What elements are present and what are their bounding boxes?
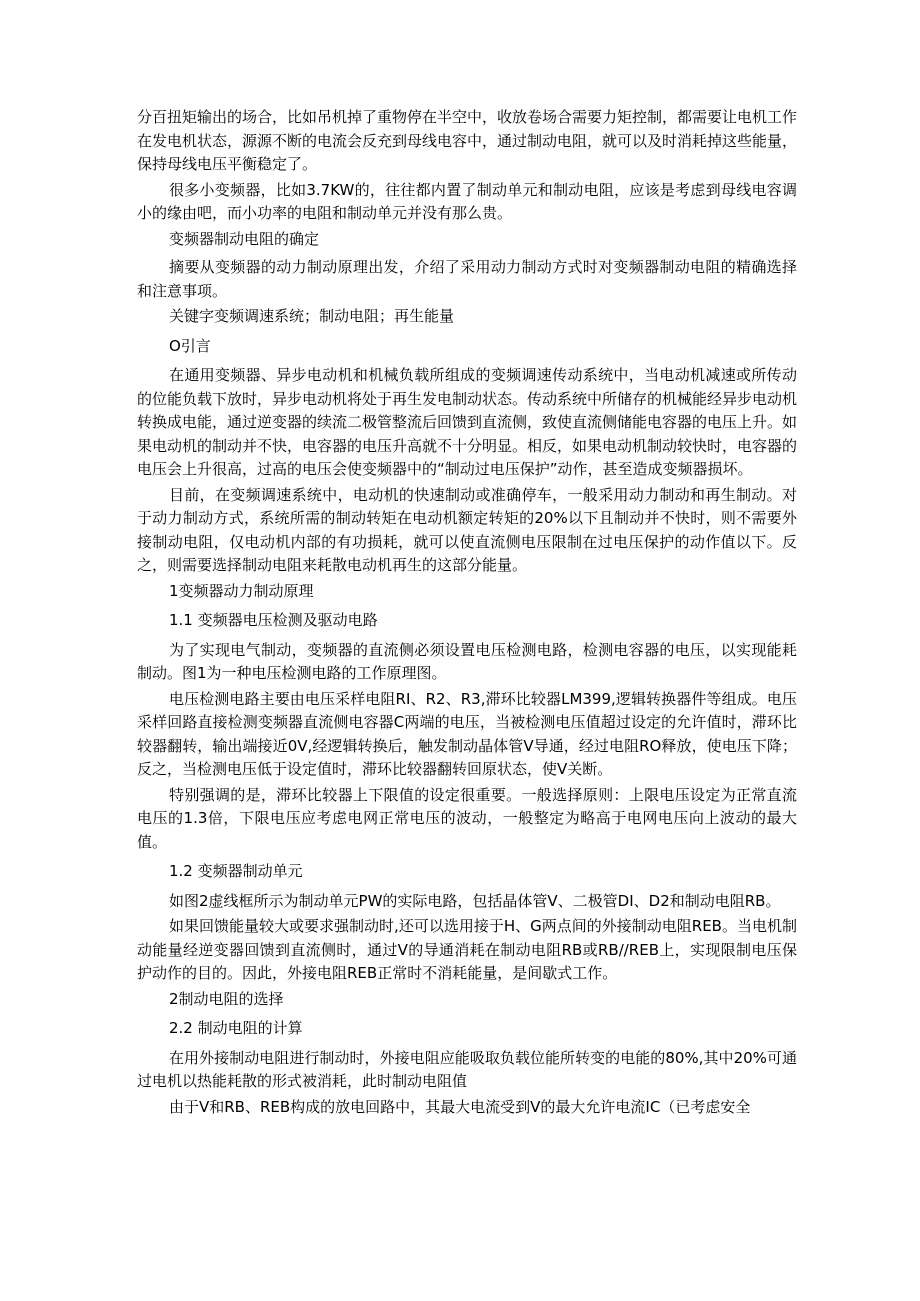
subsection-heading: 1.2 变频器制动单元 [169, 862, 303, 880]
paragraph: 为了实现电气制动，变频器的直流侧必须设置电压检测电路，检测电容器的电压，以实现能耗制动。图1为一种电压检测电路的工作原理图。 [137, 640, 797, 682]
keywords-line: 关键字变频调速系统；制动电阻；再生能量 [169, 307, 455, 325]
paragraph: 目前，在变频调速系统中，电动机的快速制动或准确停车，一般采用动力制动和再生制动。对于动力制动方式，系统所需的制动转矩在电动机额定转矩的20%以下且制动并不快时，则不需要外接制动电阻，仅电动机内部的有功损耗，就可以使直流侧电压限制在过电压保护的动作值以下。反之，则需要选择制动电阻来耗散电动机再生的这部分能量。 [137, 485, 797, 574]
paragraph: 在通用变频器、异步电动机和机械负载所组成的变频调速传动系统中，当电动机减速或所传动的位能负载下放时，异步电动机将处于再生发电制动状态。传动系统中所储存的机械能经异步电动机转换成电能，通过逆变器的续流二极管整流后回馈到直流侧，致使直流侧储能电容器的电压上升。如果电动机的制动并不快，电容器的电压升高就不十分明显。相反，如果电动机制动较快时，电容器的电压会上升很高，过高的电压会使变频器中的“制动过电压保护”动作，甚至造成变频器损坏。 [137, 366, 798, 478]
paragraph: 很多小变频器，比如3.7KW的，往往都内置了制动单元和制动电阻，应该是考虑到母线电容调小的缘由吧，而小功率的电阻和制动单元并没有那么贵。 [137, 180, 797, 222]
abstract-paragraph: 摘要从变频器的动力制动原理出发，介绍了采用动力制动方式时对变频器制动电阻的精确选择和注意事项。 [137, 258, 797, 300]
paragraph: 如图2虚线框所示为制动单元PW的实际电路，包括晶体管V、二极管DI、D2和制动电阻RB。 [169, 891, 781, 910]
paragraph: 在用外接制动电阻进行制动时，外接电阻应能吸取负载位能所转变的电能的80%,其中20%可通过电机以热能耗散的形式被消耗，此时制动电阻值 [137, 1048, 797, 1090]
section-heading: O引言 [169, 336, 211, 355]
paragraph: 特别强调的是，滞环比较器上下限值的设定很重要。一般选择原则：上限电压设定为正常直流电压的1.3倍，下限电压应考虑电网正常电压的波动，一般整定为略高于电网电压向上波动的最大值。 [137, 785, 797, 851]
section-heading: 2制动电阻的选择 [169, 989, 284, 1008]
document-body [137, 106, 797, 1121]
paragraph: 电压检测电路主要由电压采样电阻RI、R2、R3,滞环比较器LM399,逻辑转换器件等组成。电压采样回路直接检测变频器直流侧电容器C两端的电压，当被检测电压值超过设定的允许值时，滞环比较器翻转，输出端接近0V,经逻辑转换后，触发制动晶体管V导通，经过电阻RO释放，使电压下降；反之，当检测电压低于设定值时，滞环比较器翻转回原状态，使V关断。 [137, 689, 797, 778]
paragraph: 由于V和RB、REB构成的放电回路中，其最大电流受到V的最大允许电流IC（已考虑安全 [169, 1097, 751, 1116]
paragraph-continued: 分百扭矩输出的场合，比如吊机掉了重物停在半空中，收放卷场合需要力矩控制，都需要让电机工作在发电机状态，源源不断的电流会反充到母线电容中，通过制动电阻，就可以及时消耗掉这些能量，保持母线电压平衡稳定了。 [137, 108, 798, 173]
subsection-heading: 1.1 变频器电压检测及驱动电路 [169, 611, 378, 629]
subsection-heading: 2.2 制动电阻的计算 [169, 1019, 303, 1037]
paragraph: 如果回馈能量较大或要求强制动时,还可以选用接于H、G两点间的外接制动电阻REB。当电机制动能量经逆变器回馈到直流侧时，通过V的导通消耗在制动电阻RB或RB//REB上，实现限制电压保护动作的目的。因此，外接电阻REB正常时不消耗能量，是间歇式工作。 [137, 917, 797, 982]
section-heading: 变频器制动电阻的确定 [169, 229, 320, 248]
section-heading: 1变频器动力制动原理 [169, 581, 314, 600]
